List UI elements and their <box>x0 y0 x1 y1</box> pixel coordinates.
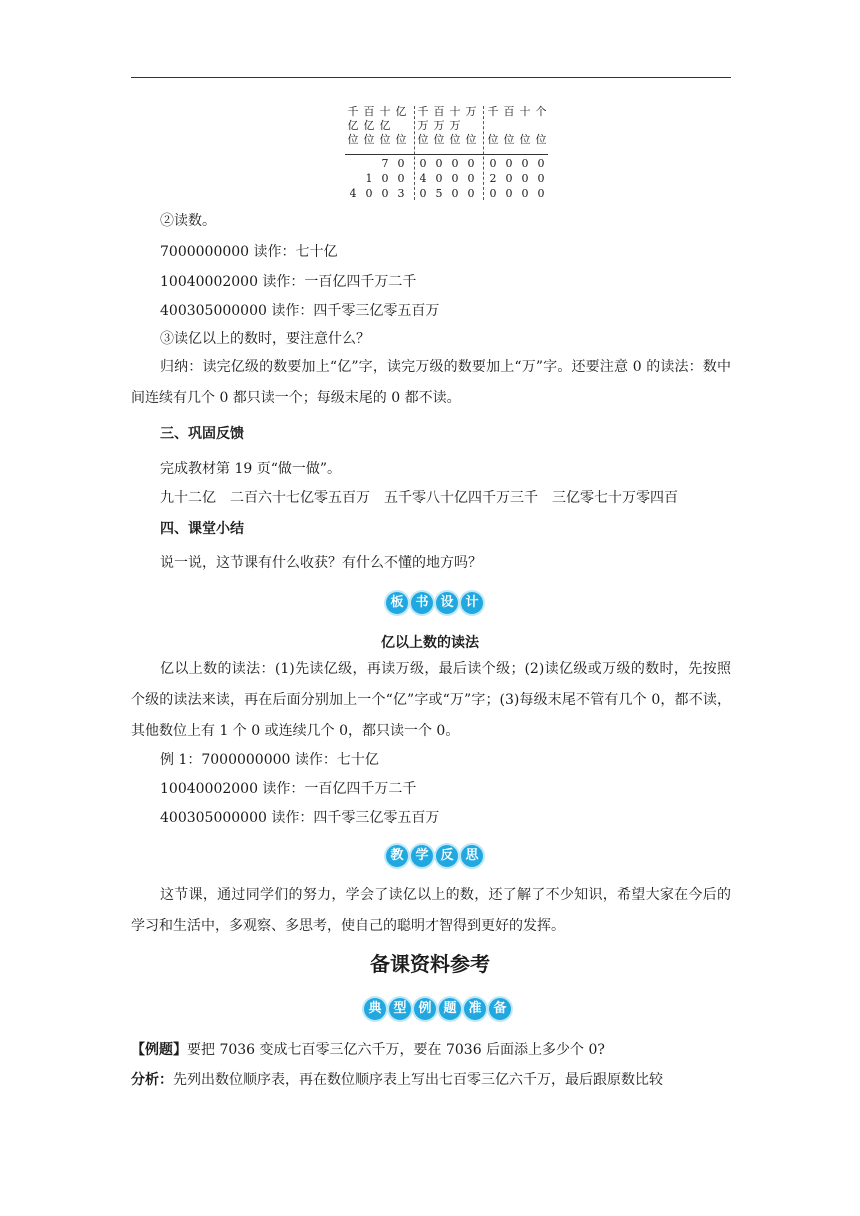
badge-char: 思 <box>461 845 483 867</box>
digit-cell: 0 <box>435 172 443 185</box>
digit-cell: 0 <box>451 187 459 200</box>
digit-cell: 0 <box>537 157 545 170</box>
step3-text: ③读亿以上的数时，要注意什么？ <box>160 331 370 347</box>
top-rule <box>131 77 731 78</box>
header-char: 位 <box>417 133 429 146</box>
digit-cell: 1 <box>365 172 373 185</box>
header-char: 亿 <box>379 119 391 132</box>
digit-cell: 0 <box>521 172 529 185</box>
digit-cell: 0 <box>489 157 497 170</box>
header-char: 千 <box>417 105 429 118</box>
digit-cell: 0 <box>365 187 373 200</box>
header-char: 十 <box>519 105 531 118</box>
analysis-text: 先列出数位顺序表，再在数位顺序表上写出七百零三亿六千万，最后跟原数比较 <box>173 1072 663 1088</box>
header-char: 位 <box>503 133 515 146</box>
section4-heading: 四、课堂小结 <box>160 521 244 537</box>
reflection-badge <box>386 845 483 867</box>
section4-line-1: 说一说，这节课有什么收获？有什么不懂的地方吗？ <box>160 555 482 571</box>
digit-cell: 3 <box>397 187 405 200</box>
digit-cell: 0 <box>381 187 389 200</box>
header-char: 十 <box>449 105 461 118</box>
reference-title: 备课资料参考 <box>370 952 490 976</box>
badge-char: 板 <box>386 592 408 614</box>
header-char: 位 <box>449 133 461 146</box>
badge-char: 典 <box>364 998 386 1020</box>
badge-char: 例 <box>414 998 436 1020</box>
board-example-3: 400305000000 读作：四千零三亿零五百万 <box>160 810 440 826</box>
badge-char: 教 <box>386 845 408 867</box>
header-char: 亿 <box>395 105 407 118</box>
digit-cell: 0 <box>505 172 513 185</box>
header-char: 位 <box>535 133 547 146</box>
digit-cell: 0 <box>467 172 475 185</box>
example-question <box>131 1040 605 1060</box>
board-example-1: 例 1：7000000000 读作：七十亿 <box>160 752 379 768</box>
digit-cell: 0 <box>419 157 427 170</box>
digit-cell: 0 <box>467 157 475 170</box>
digit-cell: 0 <box>397 157 405 170</box>
section3-line-2: 九十二亿 二百六十七亿零五百万 五千零八十亿四千万三千 三亿零七十万零四百 <box>160 490 678 506</box>
header-char: 位 <box>363 133 375 146</box>
reading-line-3: 400305000000 读作：四千零三亿零五百万 <box>160 303 440 319</box>
header-char: 十 <box>379 105 391 118</box>
badge-char: 准 <box>464 998 486 1020</box>
analysis-paragraph <box>131 1070 663 1090</box>
header-char: 万 <box>417 119 429 132</box>
header-char: 亿 <box>363 119 375 132</box>
board-title: 亿以上数的读法 <box>381 635 479 651</box>
digit-cell: 0 <box>537 187 545 200</box>
header-char: 位 <box>395 133 407 146</box>
header-char: 亿 <box>347 119 359 132</box>
digit-cell: 0 <box>489 187 497 200</box>
place-value-table <box>343 106 553 202</box>
header-char: 百 <box>433 105 445 118</box>
analysis-label: 分析： <box>131 1072 173 1088</box>
digit-cell: 0 <box>419 187 427 200</box>
example-badge <box>364 998 511 1020</box>
digit-cell: 0 <box>435 157 443 170</box>
step2-text: ②读数。 <box>160 213 216 229</box>
header-char: 位 <box>487 133 499 146</box>
header-char: 百 <box>503 105 515 118</box>
badge-char: 学 <box>411 845 433 867</box>
header-char: 万 <box>449 119 461 132</box>
badge-char: 备 <box>489 998 511 1020</box>
table-header-divider <box>345 154 548 155</box>
yi-wan-divider <box>414 106 415 200</box>
digit-cell: 4 <box>419 172 427 185</box>
digit-cell: 0 <box>505 157 513 170</box>
header-char: 万 <box>465 105 477 118</box>
digit-cell: 0 <box>521 157 529 170</box>
reading-line-2: 10040002000 读作：一百亿四千万二千 <box>160 274 417 290</box>
section3-line-1: 完成教材第 19 页“做一做”。 <box>160 461 342 477</box>
section3-heading: 三、巩固反馈 <box>160 426 244 442</box>
digit-cell: 0 <box>467 187 475 200</box>
badge-char: 反 <box>436 845 458 867</box>
header-char: 千 <box>487 105 499 118</box>
board-example-2: 10040002000 读作：一百亿四千万二千 <box>160 781 417 797</box>
header-char: 万 <box>433 119 445 132</box>
badge-char: 书 <box>411 592 433 614</box>
digit-cell: 0 <box>451 157 459 170</box>
board-design-badge <box>386 592 483 614</box>
header-char: 个 <box>535 105 547 118</box>
header-char: 位 <box>519 133 531 146</box>
badge-char: 设 <box>436 592 458 614</box>
header-char: 位 <box>347 133 359 146</box>
wan-ge-divider <box>483 106 484 200</box>
digit-cell: 0 <box>451 172 459 185</box>
header-char: 百 <box>363 105 375 118</box>
example-text: 要把 7036 变成七百零三亿六千万，要在 7036 后面添上多少个 0? <box>187 1042 605 1058</box>
header-char: 位 <box>465 133 477 146</box>
header-char: 千 <box>347 105 359 118</box>
digit-cell: 0 <box>505 187 513 200</box>
badge-char: 题 <box>439 998 461 1020</box>
digit-cell: 0 <box>381 172 389 185</box>
example-label: 【例题】 <box>131 1042 187 1058</box>
header-char: 位 <box>433 133 445 146</box>
digit-cell: 7 <box>381 157 389 170</box>
digit-cell: 4 <box>349 187 357 200</box>
summary-paragraph: 归纳：读完亿级的数要加上“亿”字，读完万级的数要加上“万”字。还要注意 0 的读法：数中间连续有几个 0 都只读一个；每级末尾的 0 都不读。 <box>131 359 731 406</box>
board-body: 亿以上数的读法：(1)先读亿级，再读万级，最后读个级；(2)读亿级或万级的数时，先按照个级的读法来读，再在后面分别加上一个“亿”字或“万”字；(3)每级末尾不管有几个 0，都不读，其他数位上有 1 个 0 或连续几个 0，都只读一个 0。 <box>131 661 731 739</box>
digit-cell: 5 <box>435 187 443 200</box>
digit-cell: 0 <box>537 172 545 185</box>
digit-cell: 0 <box>397 172 405 185</box>
reflection-body: 这节课，通过同学们的努力，学会了读亿以上的数，还了解了不少知识，希望大家在今后的学习和生活中，多观察、多思考，使自己的聪明才智得到更好的发挥。 <box>131 887 731 934</box>
digit-cell: 2 <box>489 172 497 185</box>
digit-cell: 0 <box>521 187 529 200</box>
badge-char: 计 <box>461 592 483 614</box>
reading-line-1: 7000000000 读作：七十亿 <box>160 244 338 260</box>
header-char: 位 <box>379 133 391 146</box>
badge-char: 型 <box>389 998 411 1020</box>
